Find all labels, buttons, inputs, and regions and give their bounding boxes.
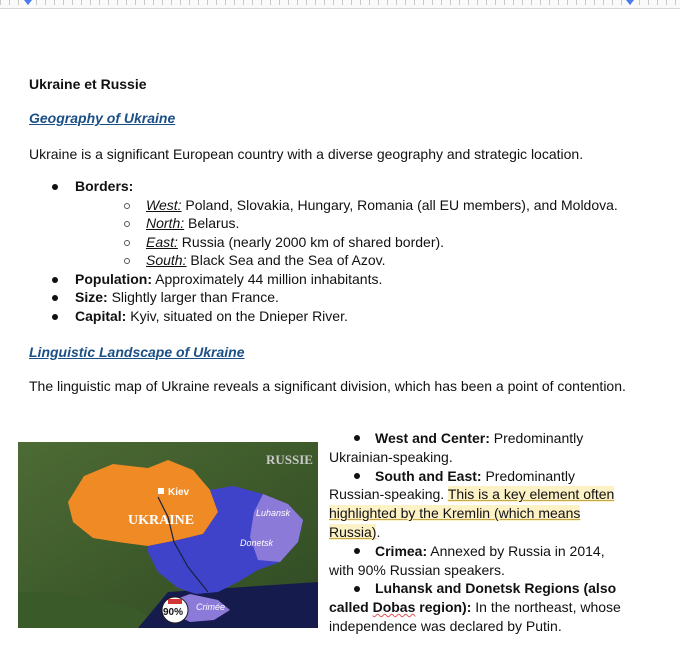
region-label: Luhansk and Donetsk Regions (also called <box>329 580 617 616</box>
border-text: Russia (nearly 2000 km of shared border). <box>177 233 445 250</box>
region-label: West and Center: <box>375 430 490 446</box>
fact-label: Population: <box>75 270 152 287</box>
ruler[interactable] <box>0 0 680 9</box>
geography-list <box>50 177 650 325</box>
list-item-population <box>50 270 650 289</box>
region-text-end: . <box>376 523 381 540</box>
region-text: Predominantly Russian-speaking. <box>329 467 575 503</box>
border-text: Black Sea and the Sea of Azov. <box>186 252 386 268</box>
dir-label: West: <box>146 196 182 213</box>
list-item-south-east <box>329 467 629 542</box>
heading-geography[interactable]: Geography of Ukraine <box>29 110 176 126</box>
label-donetsk: Donetsk <box>240 538 274 548</box>
list-item-east <box>121 233 650 252</box>
bullet-icon <box>52 295 58 301</box>
fact-label: Size: <box>75 289 108 305</box>
fact-text: Slightly larger than France. <box>107 289 279 305</box>
list-item-capital <box>50 307 650 326</box>
region-text: Annexed by Russia in 2014, with 90% Russian speakers. <box>329 542 605 578</box>
spellcheck-word[interactable]: Dobas <box>372 599 416 616</box>
borders-sublist <box>121 196 650 270</box>
right-indent-marker[interactable] <box>626 0 634 5</box>
region-text: Predominantly Ukrainian-speaking. <box>329 430 584 465</box>
bullet-icon <box>354 473 360 479</box>
circle-bullet-icon <box>124 258 130 264</box>
bullet-icon <box>354 548 360 554</box>
bullet-icon <box>354 435 360 441</box>
list-item-north <box>121 214 650 233</box>
label-ukraine: UKRAINE <box>128 513 195 528</box>
label-crimee: Crimée <box>196 602 226 612</box>
badge-90-label: 90% <box>163 607 184 618</box>
circle-bullet-icon <box>124 203 130 209</box>
regions-list <box>329 429 629 636</box>
list-item-west <box>121 196 650 215</box>
list-item-luhansk-donetsk <box>329 579 629 635</box>
label-russie: RUSSIE <box>266 452 313 467</box>
heading-linguistic[interactable]: Linguistic Landscape of Ukraine <box>29 344 245 360</box>
label-luhansk: Luhansk <box>256 508 291 518</box>
ling-intro: The linguistic map of Ukraine reveals a significant division, which has been a point of contention. <box>29 378 626 394</box>
kremlin-highlight[interactable]: This is a key element often highlighted by the Kremlin (which means Russia) <box>329 486 615 540</box>
label-kiev: Kiev <box>168 487 190 498</box>
badge-flag-stripe <box>168 599 182 604</box>
kiev-marker <box>158 488 164 494</box>
geo-intro: Ukraine is a significant European country with a diverse geography and strategic location. <box>29 146 584 162</box>
region-text: In the northeast, whose independence was declared by Putin. <box>329 599 621 634</box>
region-label-end: region): <box>415 599 472 616</box>
document-title: Ukraine et Russie <box>29 76 147 92</box>
list-item-size <box>50 288 650 307</box>
region-label: Crimea: <box>375 542 428 559</box>
ukraine-language-map-image[interactable] <box>18 442 318 628</box>
fact-label: Capital: <box>75 307 127 324</box>
bullet-icon <box>354 586 360 592</box>
list-item-south <box>121 251 650 270</box>
bullet-icon <box>52 314 58 320</box>
dir-label: North: <box>146 215 185 231</box>
dir-label: East: <box>146 233 178 250</box>
region-label: South and East: <box>375 467 482 484</box>
dir-label: South: <box>146 252 187 268</box>
map-svg <box>18 442 318 628</box>
fact-text: Kyiv, situated on the Dnieper River. <box>126 307 348 324</box>
borders-label: Borders: <box>75 178 134 194</box>
left-indent-marker[interactable] <box>24 0 32 5</box>
circle-bullet-icon <box>124 240 130 246</box>
bullet-icon <box>52 184 58 190</box>
list-item-west-center <box>329 429 629 467</box>
border-text: Poland, Slovakia, Hungary, Romania (all EU members), and Moldova. <box>181 196 618 213</box>
bullet-icon <box>52 277 58 283</box>
fact-text: Approximately 44 million inhabitants. <box>152 270 383 287</box>
list-item-borders <box>50 177 650 270</box>
border-text: Belarus. <box>184 215 240 231</box>
circle-bullet-icon <box>124 221 130 227</box>
list-item-crimea <box>329 542 629 580</box>
